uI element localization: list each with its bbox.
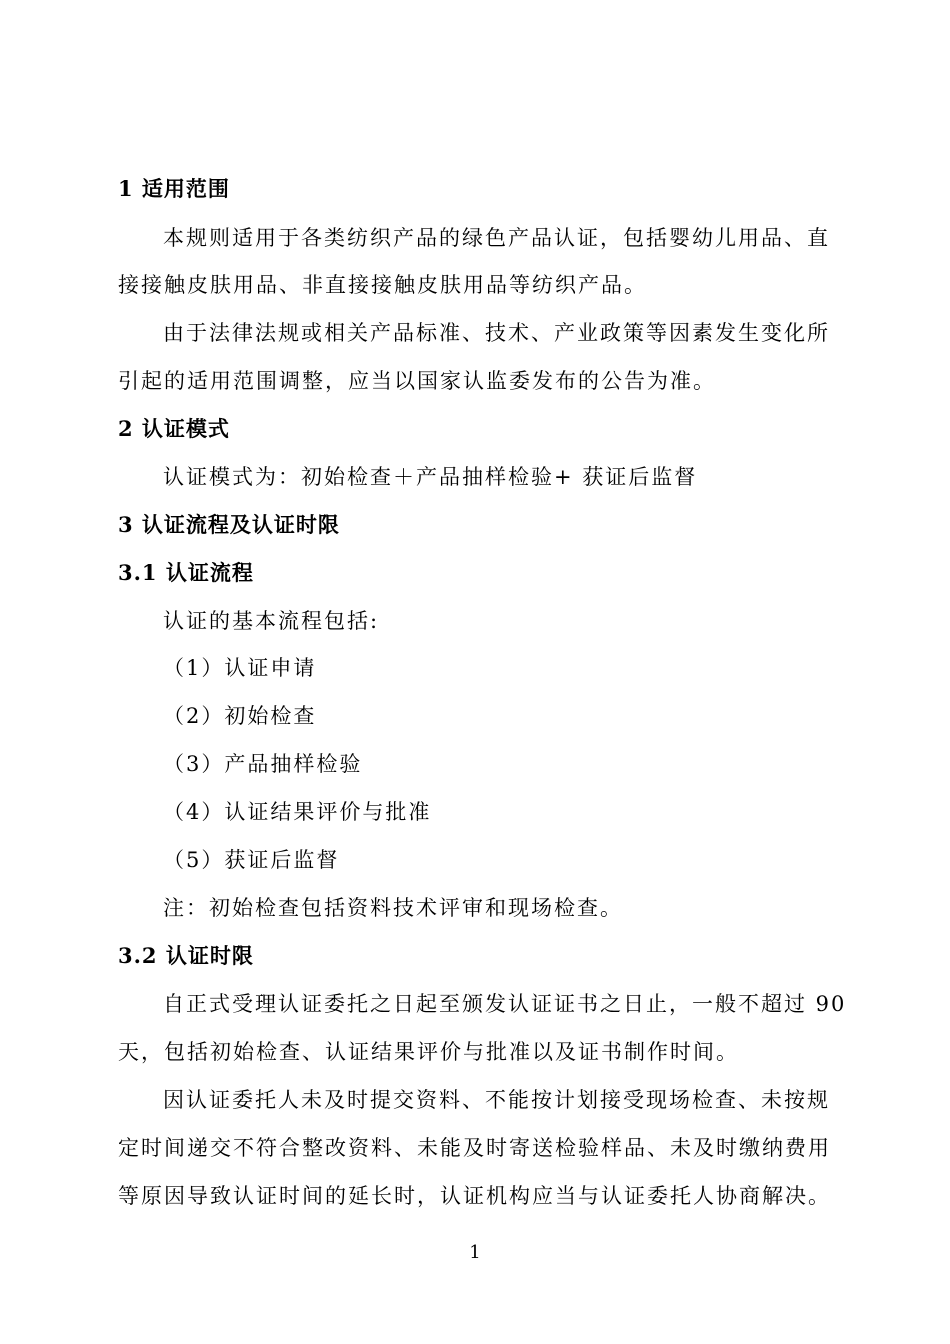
section-1-para-1-line-2: 接接触皮肤用品、非直接接触皮肤用品等纺织产品。 (118, 273, 647, 297)
section-3-2-para-1-line-1: 自正式受理认证委托之日起至颁发认证证书之日止，一般不超过 90 (163, 992, 847, 1016)
flow-step-3: （3）产品抽样检验 (163, 752, 363, 776)
section-1-para-2-line-1: 由于法律法规或相关产品标准、技术、产业政策等因素发生变化所 (163, 321, 830, 345)
flow-note: 注：初始检查包括资料技术评审和现场检查。 (163, 896, 623, 920)
flow-step-5: （5）获证后监督 (163, 848, 340, 872)
flow-step-1: （1）认证申请 (163, 656, 317, 680)
section-3-2-heading: 3.2 认证时限 (118, 943, 254, 968)
section-1-para-1-line-1: 本规则适用于各类纺织产品的绿色产品认证，包括婴幼儿用品、直 (163, 226, 830, 250)
page-number: 1 (469, 1242, 481, 1263)
section-3-2-para-2-line-3: 等原因导致认证时间的延长时，认证机构应当与认证委托人协商解决。 (118, 1184, 831, 1208)
section-1-heading: 1 适用范围 (118, 176, 230, 201)
section-3-2-para-2-line-1: 因认证委托人未及时提交资料、不能按计划接受现场检查、未按规 (163, 1088, 830, 1112)
section-2-heading: 2 认证模式 (118, 416, 230, 441)
flow-intro: 认证的基本流程包括: (163, 609, 380, 633)
flow-step-2: （2）初始检查 (163, 704, 317, 728)
section-3-1-heading: 3.1 认证流程 (118, 560, 254, 585)
section-3-2-para-2-line-2: 定时间递交不符合整改资料、未能及时寄送检验样品、未及时缴纳费用 (118, 1136, 831, 1160)
section-3-2-para-1-line-2: 天，包括初始检查、认证结果评价与批准以及证书制作时间。 (118, 1040, 739, 1064)
section-3-heading: 3 认证流程及认证时限 (118, 512, 340, 537)
section-2-text: 认证模式为：初始检查＋产品抽样检验+ 获证后监督 (163, 465, 698, 489)
flow-step-4: （4）认证结果评价与批准 (163, 800, 432, 824)
section-1-para-2-line-2: 引起的适用范围调整，应当以国家认监委发布的公告为准。 (118, 369, 716, 393)
